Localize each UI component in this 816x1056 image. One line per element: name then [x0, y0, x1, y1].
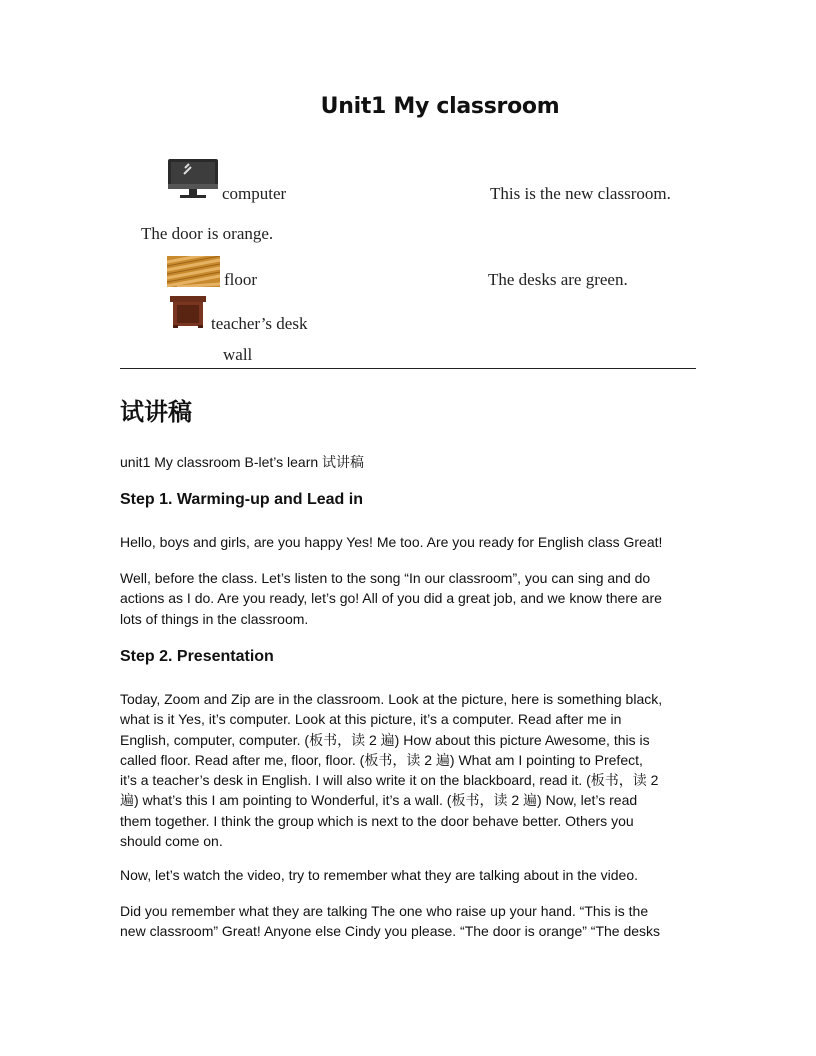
word-teachers-desk: teacher’s desk: [211, 314, 308, 333]
step2-paragraph-2: Now, let’s watch the video, try to remember what they are talking about in the video.: [120, 867, 639, 883]
floor-icon: [167, 256, 220, 287]
document-subtitle: unit1 My classroom B-let’s learn 试讲稿: [120, 454, 365, 470]
blackboard-title: Unit1 My classroom: [320, 94, 560, 119]
sentence-door-orange: The door is orange.: [141, 224, 274, 243]
step1-paragraph-2: Well, before the class. Let’s listen to the song “In our classroom”, you can sing and do actions as I do. Are you ready, let’s go! All of you did a great job, and we know there are lots of things in the classroom.: [120, 570, 662, 627]
step1-paragraph-1: Hello, boys and girls, are you happy Yes! Me too. Are you ready for English class Great!: [120, 534, 663, 550]
step2-title: Step 2. Presentation: [120, 648, 274, 665]
step2-paragraph-1: Today, Zoom and Zip are in the classroom. Look at the picture, here is something black, what is it Yes, it’s computer. Look at this picture, it’s a computer. Read after me in English, computer, computer. (板书，读 2 遍) How about this picture Awesome, this is called floor. Read after me, floor, floor. (板书，读 2 遍) What am I pointing to Prefect, it’s a teacher’s desk in English. I will also write it on the blackboard, read it. (板书，读 2 遍) what’s this I am pointing to Wonderful, it’s a wall. (板书，读 2 遍) Now, let’s read them together. I think the group which is next to the door behave better. Others you should come on.: [120, 691, 663, 850]
computer-icon: [167, 158, 219, 200]
sentence-new-classroom: This is the new classroom.: [490, 184, 671, 203]
section-divider: [120, 368, 696, 369]
word-floor: floor: [224, 270, 258, 289]
document-heading: 试讲稿: [120, 398, 192, 426]
step2-paragraph-3: Did you remember what they are talking The one who raise up your hand. “This is the new classroom” Great! Anyone else Cindy you please. “The door is orange” “The desks: [120, 903, 661, 940]
sentence-desks-green: The desks are green.: [488, 270, 628, 289]
step1-title: Step 1. Warming-up and Lead in: [120, 491, 363, 508]
word-wall: wall: [223, 345, 253, 364]
word-computer: computer: [222, 184, 287, 203]
teachers-desk-icon: [170, 296, 206, 328]
